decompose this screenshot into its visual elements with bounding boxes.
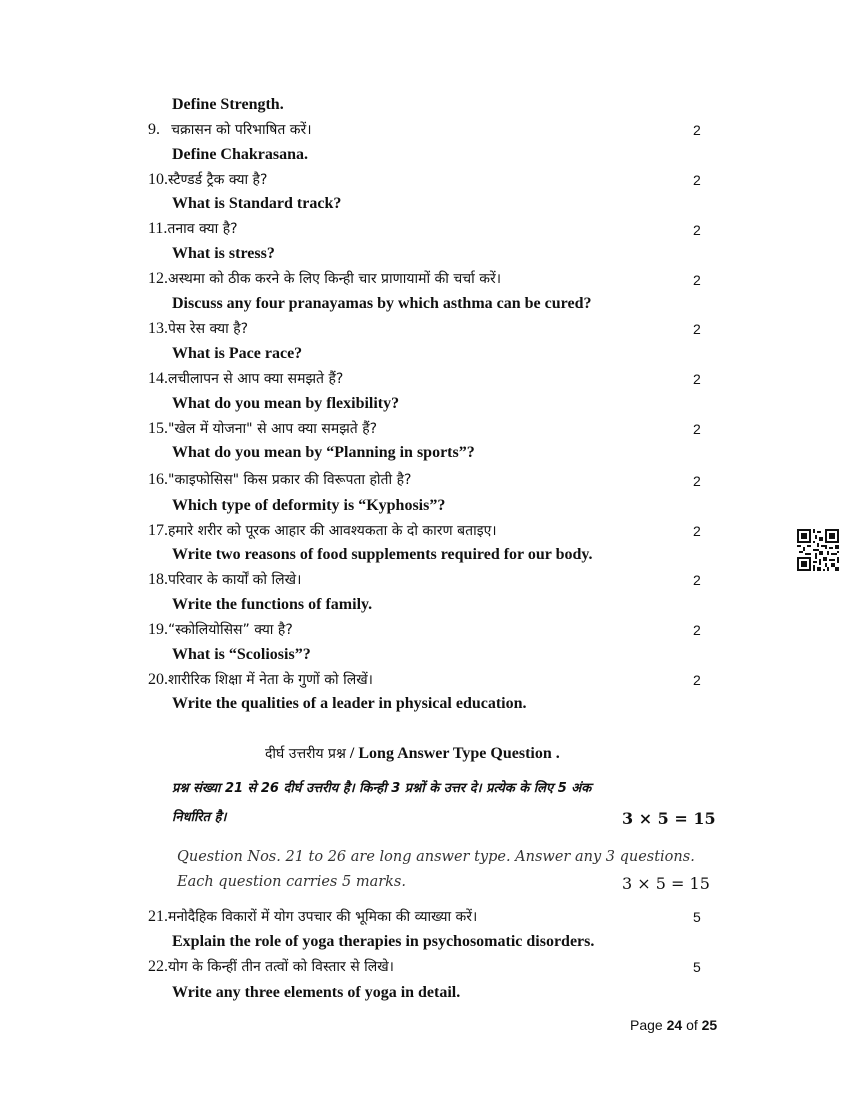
question-19-marks: 2 xyxy=(693,622,701,638)
question-number: 11. xyxy=(148,220,168,237)
question-hindi-text: अस्थमा को ठीक करने के लिए किन्ही चार प्राणायामों की चर्चा करें। xyxy=(168,271,502,287)
page-word: Page xyxy=(630,1017,663,1033)
question-14-marks: 2 xyxy=(693,371,701,387)
question-number: 12. xyxy=(148,270,168,287)
question-22-hindi-row xyxy=(148,958,394,975)
question-15-hindi-row xyxy=(148,420,377,437)
section-heading-english: Long Answer Type Question . xyxy=(358,745,560,762)
question-number: 15. xyxy=(148,420,168,437)
question-13-hindi-row xyxy=(148,320,248,337)
question-18-english: Write the functions of family. xyxy=(172,596,373,613)
instruction-english-line1: Question Nos. 21 to 26 are long answer type. Answer any 3 questions. xyxy=(177,849,695,865)
question-9-english: Define Chakrasana. xyxy=(172,146,309,163)
question-hindi-text: “स्कोलियोसिस” क्या है? xyxy=(168,622,293,638)
question-9-hindi-row xyxy=(148,121,312,138)
question-number: 19. xyxy=(148,621,168,638)
question-18-hindi-row xyxy=(148,571,301,588)
question-19-english: What is “Scoliosis”? xyxy=(172,646,311,663)
question-number: 16. xyxy=(148,471,168,488)
question-14-hindi-row xyxy=(148,370,343,387)
question-11-english: What is stress? xyxy=(172,245,275,262)
section-heading-hindi: दीर्घ उत्तरीय प्रश्न xyxy=(265,746,346,762)
question-number: 9. xyxy=(148,121,160,138)
question-number: 22. xyxy=(148,958,168,975)
question-10-english: What is Standard track? xyxy=(172,195,342,212)
instruction-hindi-line1: प्रश्न संख्या 21 से 26 दीर्घ उत्तरीय है। किन्ही 3 प्रश्नों के उत्तर दे। प्रत्येक के लिए 5 अंक xyxy=(172,781,592,796)
question-20-english: Write the qualities of a leader in physical education. xyxy=(172,695,527,712)
question-hindi-text: शारीरिक शिक्षा में नेता के गुणों को लिखें। xyxy=(168,672,373,688)
question-number: 20. xyxy=(148,671,168,688)
question-12-hindi-row xyxy=(148,270,501,287)
section-heading-separator: / xyxy=(345,745,359,762)
question-number: 10. xyxy=(148,171,168,188)
question-11-marks: 2 xyxy=(693,222,701,238)
question-15-marks: 2 xyxy=(693,421,701,437)
qr-code-icon xyxy=(797,529,839,571)
question-20-marks: 2 xyxy=(693,672,701,688)
question-21-marks: 5 xyxy=(693,909,701,925)
question-17-marks: 2 xyxy=(693,523,701,539)
question-22-marks: 5 xyxy=(693,959,701,975)
question-10-hindi-row xyxy=(148,171,267,188)
question-12-english: Discuss any four pranayamas by which asthma can be cured? xyxy=(172,295,592,312)
question-16-hindi-row xyxy=(148,471,411,488)
question-hindi-text: स्टैण्डर्ड ट्रैक क्या है? xyxy=(168,172,268,188)
question-10-marks: 2 xyxy=(693,172,701,188)
instruction-english-line2: Each question carries 5 marks. xyxy=(177,874,406,890)
question-number: 13. xyxy=(148,320,168,337)
marks-formula-hindi: 3 × 5 = 15 xyxy=(622,809,716,828)
question-hindi-text: "काइफोसिस" किस प्रकार की विरूपता होती है? xyxy=(168,472,412,488)
question-hindi-text: तनाव क्या है? xyxy=(167,221,238,237)
question-13-marks: 2 xyxy=(693,321,701,337)
question-17-english: Write two reasons of food supplements required for our body. xyxy=(172,546,593,563)
question-17-hindi-row xyxy=(148,522,497,539)
question-19-hindi-row xyxy=(148,621,293,638)
question-12-marks: 2 xyxy=(693,272,701,288)
page-current: 24 xyxy=(666,1017,683,1033)
question-22-english: Write any three elements of yoga in detail. xyxy=(172,984,461,1001)
instruction-hindi-line2: निर्धारित है। xyxy=(172,810,227,825)
page-footer xyxy=(630,1017,717,1033)
of-word: of xyxy=(686,1017,698,1033)
question-hindi-text: "खेल में योजना" से आप क्या समझते हैं? xyxy=(168,421,378,437)
question-21-english: Explain the role of yoga therapies in psychosomatic disorders. xyxy=(172,933,595,950)
question-21-hindi-row xyxy=(148,908,477,925)
question-hindi-text: योग के किन्हीं तीन तत्वों को विस्तार से लिखे। xyxy=(168,959,394,975)
question-number: 17. xyxy=(148,522,168,539)
question-11-hindi-row xyxy=(148,220,238,237)
question-15-english: What do you mean by “Planning in sports”? xyxy=(172,444,475,461)
question-number: 18. xyxy=(148,571,168,588)
question-hindi-text: हमारे शरीर को पूरक आहार की आवश्यकता के दो कारण बताइए। xyxy=(168,523,497,539)
question-9-marks: 2 xyxy=(693,122,701,138)
question-hindi-text: मनोदैहिक विकारों में योग उपचार की भूमिका की व्याख्या करें। xyxy=(168,909,478,925)
question-20-hindi-row xyxy=(148,671,373,688)
question-hindi-text: पेस रेस क्या है? xyxy=(168,321,249,337)
question-8-english: Define Strength. xyxy=(172,96,284,113)
question-hindi-text: लचीलापन से आप क्या समझते हैं? xyxy=(168,371,344,387)
question-13-english: What is Pace race? xyxy=(172,345,303,362)
question-hindi-text: चक्रासन को परिभाषित करें। xyxy=(171,122,312,138)
question-18-marks: 2 xyxy=(693,572,701,588)
question-number: 21. xyxy=(148,908,168,925)
marks-formula-english: 3 × 5 = 15 xyxy=(622,874,710,893)
page-total: 25 xyxy=(701,1017,718,1033)
question-number: 14. xyxy=(148,370,168,387)
question-16-marks: 2 xyxy=(693,473,701,489)
question-16-english: Which type of deformity is “Kyphosis”? xyxy=(172,497,446,514)
section-heading xyxy=(265,745,560,762)
question-14-english: What do you mean by flexibility? xyxy=(172,395,400,412)
question-hindi-text: परिवार के कार्यों को लिखे। xyxy=(168,572,302,588)
